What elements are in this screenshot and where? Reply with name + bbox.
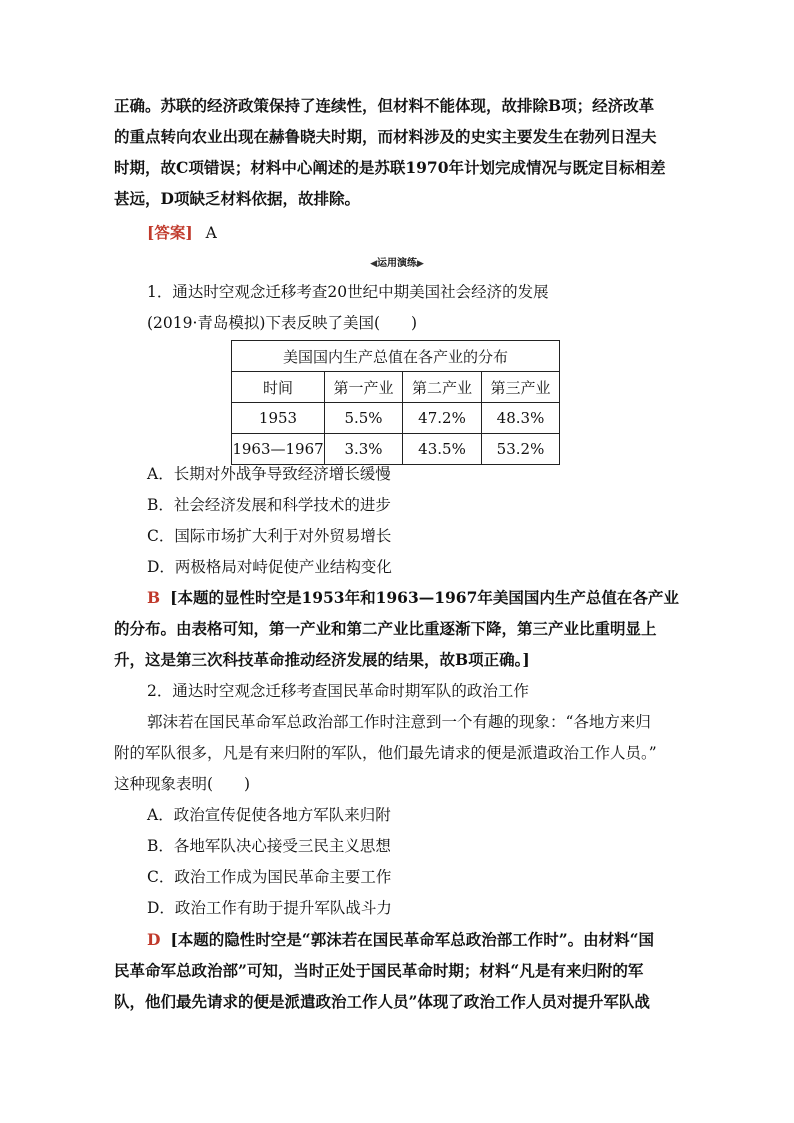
q2-option-d: D．政治工作有助于提升军队战斗力 xyxy=(147,899,392,917)
gdp-table xyxy=(231,340,560,465)
table-cell: 43.5% xyxy=(403,434,482,465)
q2-stem-line-3: 这种现象表明( ) xyxy=(114,775,251,793)
table-row xyxy=(232,434,560,465)
left-triangle-icon: ◀ xyxy=(370,259,377,269)
q1-explanation-line-1 xyxy=(147,588,679,608)
right-triangle-icon: ▶ xyxy=(417,259,424,269)
q2-option-a: A．政治宣传促使各地方军队来归附 xyxy=(147,806,391,824)
table-cell: 48.3% xyxy=(482,403,560,434)
section-divider-label: 运用演练 xyxy=(377,258,417,269)
q1-option-c: C．国际市场扩大利于对外贸易增长 xyxy=(147,527,392,545)
q2-option-b: B．各地军队决心接受三民主义思想 xyxy=(147,837,391,855)
top-paragraph-line-4: 甚远，D项缺乏材料依据，故排除。 xyxy=(114,189,360,208)
table-row xyxy=(232,403,560,434)
q2-stem-line-2: 附的军队很多，凡是有来归附的军队，他们最先请求的便是派遣政治工作人员。” xyxy=(114,744,657,762)
table-cell: 1953 xyxy=(232,403,325,434)
q1-explanation-text: [本题的显性时空是1953年和1963—1967年美国国内生产总值在各产业 xyxy=(170,588,679,607)
table-cell: 53.2% xyxy=(482,434,560,465)
table-cell: 3.3% xyxy=(325,434,403,465)
table-cell: 5.5% xyxy=(325,403,403,434)
q1-explanation-line-2: 的分布。由表格可知，第一产业和第二产业比重逐渐下降，第三产业比重明显上 xyxy=(114,619,657,638)
table-caption-row xyxy=(232,341,560,372)
table-header-cell: 第一产业 xyxy=(325,372,403,403)
q2-explanation-line-3: 队，他们最先请求的便是派遣政治工作人员”体现了政治工作人员对提升军队战 xyxy=(114,992,650,1011)
q1-answer-letter: B xyxy=(147,588,161,607)
q2-option-c: C．政治工作成为国民革命主要工作 xyxy=(147,868,392,886)
q1-title: 1．通达时空观念迁移考查20世纪中期美国社会经济的发展 xyxy=(147,283,549,301)
q2-answer-letter: D xyxy=(147,930,161,949)
table-header-cell: 第二产业 xyxy=(403,372,482,403)
answer-row xyxy=(147,223,217,243)
answer-label: [答案] xyxy=(147,223,193,242)
q2-explanation-line-2: 民革命军总政治部”可知，当时正处于国民革命时期；材料“凡是有来归附的军 xyxy=(114,961,644,980)
table-header-cell: 时间 xyxy=(232,372,325,403)
q1-option-b: B．社会经济发展和科学技术的进步 xyxy=(147,496,391,514)
answer-value: A xyxy=(205,224,217,242)
q1-option-d: D．两极格局对峙促使产业结构变化 xyxy=(147,558,392,576)
q1-option-a: A．长期对外战争导致经济增长缓慢 xyxy=(147,465,391,483)
table-caption: 美国国内生产总值在各产业的分布 xyxy=(232,341,560,372)
table-cell: 1963—1967 xyxy=(232,434,325,465)
table-header-cell: 第三产业 xyxy=(482,372,560,403)
table-cell: 47.2% xyxy=(403,403,482,434)
q2-explanation-line-1 xyxy=(147,930,654,950)
top-paragraph-line-3: 时期，故C项错误；材料中心阐述的是苏联1970年计划完成情况与既定目标相差 xyxy=(114,158,666,177)
section-divider xyxy=(0,257,794,271)
q2-explanation-text: [本题的隐性时空是“郭沫若在国民革命军总政治部工作时”。由材料“国 xyxy=(170,930,655,949)
q2-title: 2．通达时空观念迁移考查国民革命时期军队的政治工作 xyxy=(147,682,529,700)
top-paragraph-line-1: 正确。苏联的经济政策保持了连续性，但材料不能体现，故排除B项；经济改革 xyxy=(114,96,655,115)
top-paragraph-line-2: 的重点转向农业出现在赫鲁晓夫时期，而材料涉及的史实主要发生在勃列日涅夫 xyxy=(114,127,657,146)
q1-stem: (2019·青岛模拟)下表反映了美国( ) xyxy=(147,314,418,332)
table-header-row xyxy=(232,372,560,403)
q2-stem-line-1: 郭沫若在国民革命军总政治部工作时注意到一个有趣的现象：“各地方来归 xyxy=(147,713,651,731)
q1-explanation-line-3: 升，这是第三次科技革命推动经济发展的结果，故B项正确。] xyxy=(114,650,530,669)
